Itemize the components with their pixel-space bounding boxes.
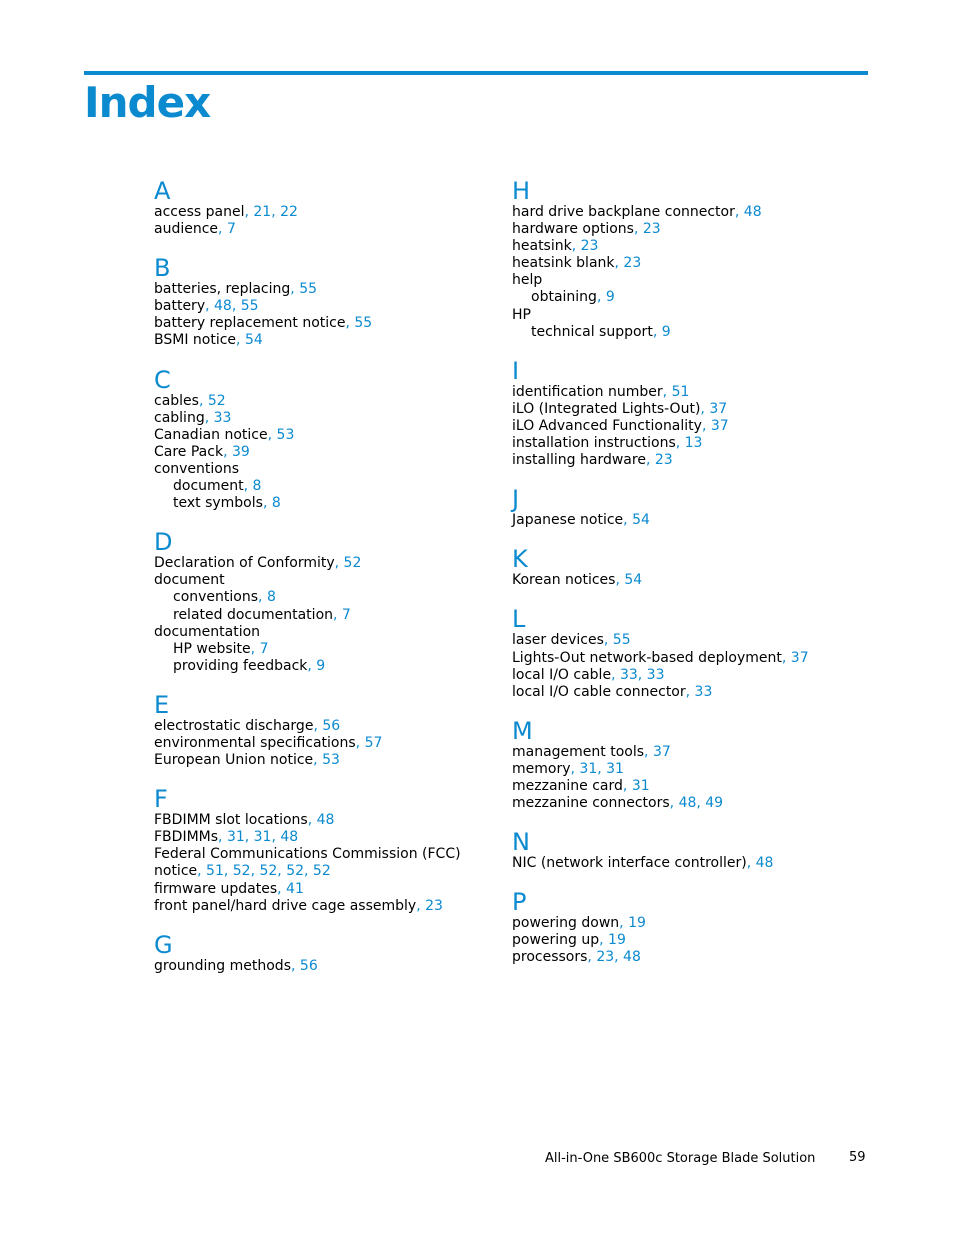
- index-term: mezzanine connectors: [512, 795, 670, 812]
- index-entry: [512, 572, 862, 589]
- page-reference-link[interactable]: 8: [271, 495, 281, 512]
- index-entry: [512, 452, 862, 469]
- page-reference-link[interactable]: 57: [364, 734, 383, 751]
- index-term: processors: [512, 949, 588, 966]
- ref-separator: ,: [258, 589, 267, 606]
- index-term: front panel/hard drive cage assembly: [154, 897, 417, 914]
- index-term: BSMI notice: [154, 332, 237, 349]
- index-term: cables: [154, 392, 199, 409]
- ref-separator: ,: [416, 897, 426, 914]
- index-term: identification number: [512, 383, 663, 400]
- index-column-right: [512, 178, 862, 967]
- index-term: document: [154, 572, 225, 589]
- page-reference-link[interactable]: 33: [213, 409, 232, 426]
- ref-separator: ,: [781, 649, 791, 666]
- index-entry: [512, 650, 862, 667]
- index-entry: [512, 855, 862, 872]
- index-entry: [154, 718, 484, 735]
- page-reference-link[interactable]: 37: [652, 743, 671, 760]
- page-reference-link[interactable]: 37: [709, 400, 728, 417]
- index-term: technical support: [531, 323, 653, 340]
- index-entry: [154, 410, 484, 427]
- ref-separator: ,: [334, 555, 344, 572]
- index-entry: [512, 632, 862, 649]
- section-letter: P: [512, 888, 527, 917]
- page-reference-link[interactable]: 9: [661, 323, 671, 340]
- index-term: heatsink blank: [512, 255, 615, 272]
- index-entry: [154, 444, 484, 461]
- index-term: notice: [154, 863, 198, 880]
- ref-separator: ,: [267, 426, 277, 443]
- section-letter: G: [154, 930, 173, 959]
- ref-separator: ,: [262, 495, 272, 512]
- page-reference-link[interactable]: 52: [343, 555, 362, 572]
- ref-separator: ,: [307, 812, 317, 829]
- index-entry: [154, 393, 484, 410]
- ref-separator: ,: [355, 734, 365, 751]
- index-term: Canadian notice: [154, 426, 268, 443]
- index-term: European Union notice: [154, 752, 314, 769]
- index-term: Lights-Out network-based deployment: [512, 649, 782, 666]
- index-entry: [154, 958, 484, 975]
- ref-separator: ,: [599, 932, 609, 949]
- page-reference-link[interactable]: 48: [743, 204, 762, 220]
- index-entry: [154, 221, 484, 238]
- ref-separator: ,: [596, 289, 606, 306]
- index-term: firmware updates: [154, 880, 278, 897]
- ref-separator: ,: [611, 666, 620, 683]
- page-reference-link[interactable]: 31, 31: [579, 760, 624, 777]
- footer-page-number: 59: [849, 1150, 866, 1165]
- section-letter: I: [512, 356, 520, 385]
- index-subentry: [154, 589, 484, 606]
- ref-separator: ,: [345, 315, 355, 332]
- index-subentry: [512, 324, 862, 341]
- index-term: text symbols: [173, 495, 263, 512]
- ref-separator: ,: [746, 855, 756, 872]
- index-entry: [512, 744, 862, 761]
- index-term: document: [173, 478, 244, 495]
- section-letter: J: [512, 485, 520, 514]
- page-reference-link[interactable]: 53: [322, 752, 340, 769]
- index-column-left: [154, 178, 484, 975]
- index-term: cabling: [154, 409, 205, 426]
- index-entry: [512, 761, 862, 778]
- page-reference-link[interactable]: 41: [286, 880, 304, 897]
- index-term: conventions: [173, 589, 259, 606]
- index-section-d: [154, 529, 484, 675]
- ref-separator: ,: [290, 281, 300, 298]
- index-entry: [512, 915, 862, 932]
- section-letter: M: [512, 716, 533, 745]
- section-letter: D: [154, 528, 173, 557]
- page-reference-link[interactable]: 54: [244, 332, 263, 349]
- ref-separator: ,: [198, 392, 208, 409]
- index-term: obtaining: [531, 289, 597, 306]
- ref-separator: ,: [313, 752, 323, 769]
- index-section-k: [512, 546, 862, 589]
- index-term: help: [512, 272, 543, 289]
- page-reference-link[interactable]: 39: [231, 443, 250, 460]
- page-reference-link[interactable]: 31, 31, 48: [226, 829, 299, 846]
- ref-separator: ,: [333, 606, 342, 623]
- ref-separator: ,: [662, 383, 672, 400]
- index-entry: [154, 461, 484, 478]
- index-section-i: [512, 358, 862, 469]
- page-reference-link[interactable]: 31: [631, 777, 650, 794]
- index-term: management tools: [512, 743, 645, 760]
- section-letter: E: [154, 690, 170, 719]
- ref-separator: ,: [277, 880, 287, 897]
- page-reference-link[interactable]: 56: [322, 717, 341, 734]
- ref-separator: ,: [619, 915, 629, 932]
- page-reference-link[interactable]: 21, 22: [253, 204, 298, 220]
- page-reference-link[interactable]: 8: [252, 478, 262, 495]
- index-term: access panel: [154, 204, 245, 220]
- index-entry: [512, 418, 862, 435]
- page-reference-link[interactable]: 33: [694, 683, 713, 700]
- index-entry: [512, 307, 862, 324]
- ref-separator: ,: [570, 760, 580, 777]
- index-term: memory: [512, 760, 571, 777]
- index-term: grounding methods: [154, 957, 291, 974]
- section-letter: N: [512, 828, 530, 857]
- page-reference-link[interactable]: 23: [580, 238, 599, 255]
- ref-separator: ,: [633, 221, 643, 238]
- index-entry: [154, 829, 484, 846]
- index-entry: [512, 667, 862, 684]
- index-entry: [154, 332, 484, 349]
- ref-separator: ,: [236, 332, 245, 349]
- index-term: environmental specifications: [154, 734, 356, 751]
- page-reference-link[interactable]: 33, 33: [619, 666, 665, 683]
- page-reference-link[interactable]: 9: [605, 289, 615, 306]
- footer-doc-title: All-in-One SB600c Storage Blade Solution: [545, 1151, 816, 1166]
- index-term: iLO (Integrated Lights-Out): [512, 400, 701, 417]
- page-reference-link[interactable]: 23: [425, 897, 443, 914]
- index-term: iLO Advanced Functionality: [512, 417, 702, 434]
- page-reference-link[interactable]: 48: [755, 855, 774, 872]
- index-term: audience: [154, 221, 219, 238]
- ref-separator: ,: [243, 478, 253, 495]
- page-reference-link[interactable]: 55: [299, 281, 318, 298]
- ref-separator: ,: [622, 777, 632, 794]
- page-reference-link[interactable]: 52: [207, 392, 226, 409]
- index-term: hard drive backplane connector: [512, 204, 735, 220]
- index-subentry: [154, 641, 484, 658]
- index-term: HP: [512, 306, 531, 323]
- ref-separator: ,: [587, 949, 597, 966]
- index-term: hardware options: [512, 221, 634, 238]
- index-entry: [512, 949, 862, 966]
- index-entry: [512, 384, 862, 401]
- index-entry: [154, 281, 484, 298]
- section-letter: C: [154, 365, 171, 394]
- index-section-n: [512, 829, 862, 872]
- ref-separator: ,: [571, 238, 581, 255]
- page-reference-link[interactable]: 54: [624, 572, 643, 589]
- page-reference-link[interactable]: 53: [276, 426, 295, 443]
- index-entry: [512, 272, 862, 289]
- page-reference-link[interactable]: 54: [632, 512, 650, 529]
- index-entry: [512, 684, 862, 701]
- index-entry: [154, 898, 484, 915]
- page-reference-link[interactable]: 9: [316, 657, 326, 674]
- ref-separator: ,: [313, 717, 323, 734]
- index-section-f: [154, 786, 484, 915]
- page-reference-link[interactable]: 19: [608, 932, 626, 949]
- index-term: batteries, replacing: [154, 281, 291, 298]
- ref-separator: ,: [701, 417, 711, 434]
- section-letter: H: [512, 177, 531, 205]
- index-section-h: [512, 178, 862, 341]
- page-reference-link[interactable]: 51: [671, 383, 690, 400]
- index-term: powering up: [512, 932, 600, 949]
- ref-separator: ,: [204, 409, 214, 426]
- ref-separator: ,: [645, 452, 655, 469]
- ref-separator: ,: [700, 400, 710, 417]
- ref-separator: ,: [614, 255, 624, 272]
- index-term: battery: [154, 298, 206, 315]
- index-section-b: [154, 255, 484, 349]
- ref-separator: ,: [197, 863, 207, 880]
- index-entry: [512, 221, 862, 238]
- index-entry: [512, 932, 862, 949]
- ref-separator: ,: [218, 829, 227, 846]
- index-term: powering down: [512, 915, 620, 932]
- index-entry: [512, 435, 862, 452]
- index-term: NIC (network interface controller): [512, 855, 747, 872]
- index-term: FBDIMM slot locations: [154, 812, 308, 829]
- page-reference-link[interactable]: 48, 49: [678, 795, 724, 812]
- index-term: Japanese notice: [512, 512, 624, 529]
- index-entry: [154, 624, 484, 641]
- index-term: providing feedback: [173, 657, 308, 674]
- index-entry: [154, 315, 484, 332]
- page-reference-link[interactable]: 7: [341, 606, 351, 623]
- section-letter: L: [512, 605, 526, 634]
- page-reference-link[interactable]: 56: [299, 957, 318, 974]
- index-term: related documentation: [173, 606, 334, 623]
- index-term: installing hardware: [512, 452, 646, 469]
- index-term: laser devices: [512, 632, 604, 649]
- page-title: Index: [84, 78, 211, 127]
- index-entry: [154, 572, 484, 589]
- index-entry: [154, 846, 484, 863]
- index-entry: [154, 427, 484, 444]
- index-entry: [512, 795, 862, 812]
- index-term: Declaration of Conformity: [154, 555, 335, 572]
- section-letter: K: [512, 545, 528, 574]
- ref-separator: ,: [669, 795, 679, 812]
- ref-separator: ,: [644, 743, 653, 760]
- page-reference-link[interactable]: 23: [642, 221, 661, 238]
- index-entry: [154, 735, 484, 752]
- page-reference-link[interactable]: 37: [790, 649, 809, 666]
- index-entry: [512, 512, 862, 529]
- section-letter: A: [154, 177, 171, 205]
- index-term: conventions: [154, 460, 240, 477]
- index-term: documentation: [154, 623, 261, 640]
- index-term: Federal Communications Commission (FCC): [154, 846, 461, 863]
- index-entry: [512, 255, 862, 272]
- index-entry: [154, 555, 484, 572]
- page-reference-link[interactable]: 48, 55: [214, 298, 259, 315]
- header-rule: [84, 71, 868, 75]
- index-section-p: [512, 889, 862, 966]
- page-reference-link[interactable]: 37: [710, 417, 729, 434]
- page-reference-link[interactable]: 55: [612, 632, 631, 649]
- ref-separator: ,: [603, 632, 613, 649]
- index-term: local I/O cable: [512, 666, 612, 683]
- ref-separator: ,: [675, 435, 685, 452]
- index-entry: [154, 881, 484, 898]
- index-subentry: [154, 658, 484, 675]
- ref-separator: ,: [307, 657, 317, 674]
- ref-separator: ,: [218, 221, 227, 238]
- index-subentry: [154, 495, 484, 512]
- page-reference-link[interactable]: 7: [226, 221, 236, 238]
- ref-separator: ,: [623, 512, 633, 529]
- ref-separator: ,: [615, 572, 625, 589]
- index-entry: [512, 778, 862, 795]
- index-term: local I/O cable connector: [512, 683, 686, 700]
- ref-separator: ,: [250, 640, 260, 657]
- index-term: FBDIMMs: [154, 829, 219, 846]
- page-reference-link[interactable]: 8: [266, 589, 276, 606]
- index-section-e: [154, 692, 484, 769]
- index-section-a: [154, 178, 484, 238]
- ref-separator: ,: [291, 957, 300, 974]
- ref-separator: ,: [244, 204, 254, 220]
- index-term: battery replacement notice: [154, 315, 346, 332]
- index-section-m: [512, 718, 862, 812]
- page-reference-link[interactable]: 48: [316, 812, 335, 829]
- index-term: Care Pack: [154, 443, 224, 460]
- page-reference-link[interactable]: 13: [684, 435, 703, 452]
- ref-separator: ,: [205, 298, 215, 315]
- page-reference-link[interactable]: 23: [623, 255, 642, 272]
- index-term: Korean notices: [512, 572, 616, 589]
- page-reference-link[interactable]: 7: [259, 640, 269, 657]
- ref-separator: ,: [734, 204, 744, 220]
- index-entry: [154, 863, 484, 880]
- section-letter: F: [154, 785, 168, 814]
- page-reference-link[interactable]: 51, 52, 52, 52, 52: [206, 863, 331, 880]
- section-letter: B: [154, 254, 171, 283]
- index-entry: [154, 812, 484, 829]
- index-subentry: [512, 289, 862, 306]
- index-entry: [512, 238, 862, 255]
- ref-separator: ,: [652, 323, 662, 340]
- page-reference-link[interactable]: 19: [628, 915, 646, 932]
- index-entry: [512, 204, 862, 221]
- index-subentry: [154, 607, 484, 624]
- index-term: heatsink: [512, 238, 572, 255]
- ref-separator: ,: [223, 443, 232, 460]
- index-entry: [154, 752, 484, 769]
- index-section-g: [154, 932, 484, 975]
- index-entry: [512, 401, 862, 418]
- index-term: installation instructions: [512, 435, 676, 452]
- ref-separator: ,: [685, 683, 695, 700]
- index-subentry: [154, 478, 484, 495]
- index-section-j: [512, 486, 862, 529]
- index-term: electrostatic discharge: [154, 717, 314, 734]
- page-reference-link[interactable]: 23: [654, 452, 673, 469]
- index-section-c: [154, 367, 484, 513]
- index-section-l: [512, 606, 862, 700]
- index-entry: [154, 204, 484, 221]
- index-term: HP website: [173, 640, 251, 657]
- index-term: mezzanine card: [512, 777, 623, 794]
- page-reference-link[interactable]: 55: [354, 315, 373, 332]
- page-reference-link[interactable]: 23, 48: [596, 949, 641, 966]
- index-entry: [154, 298, 484, 315]
